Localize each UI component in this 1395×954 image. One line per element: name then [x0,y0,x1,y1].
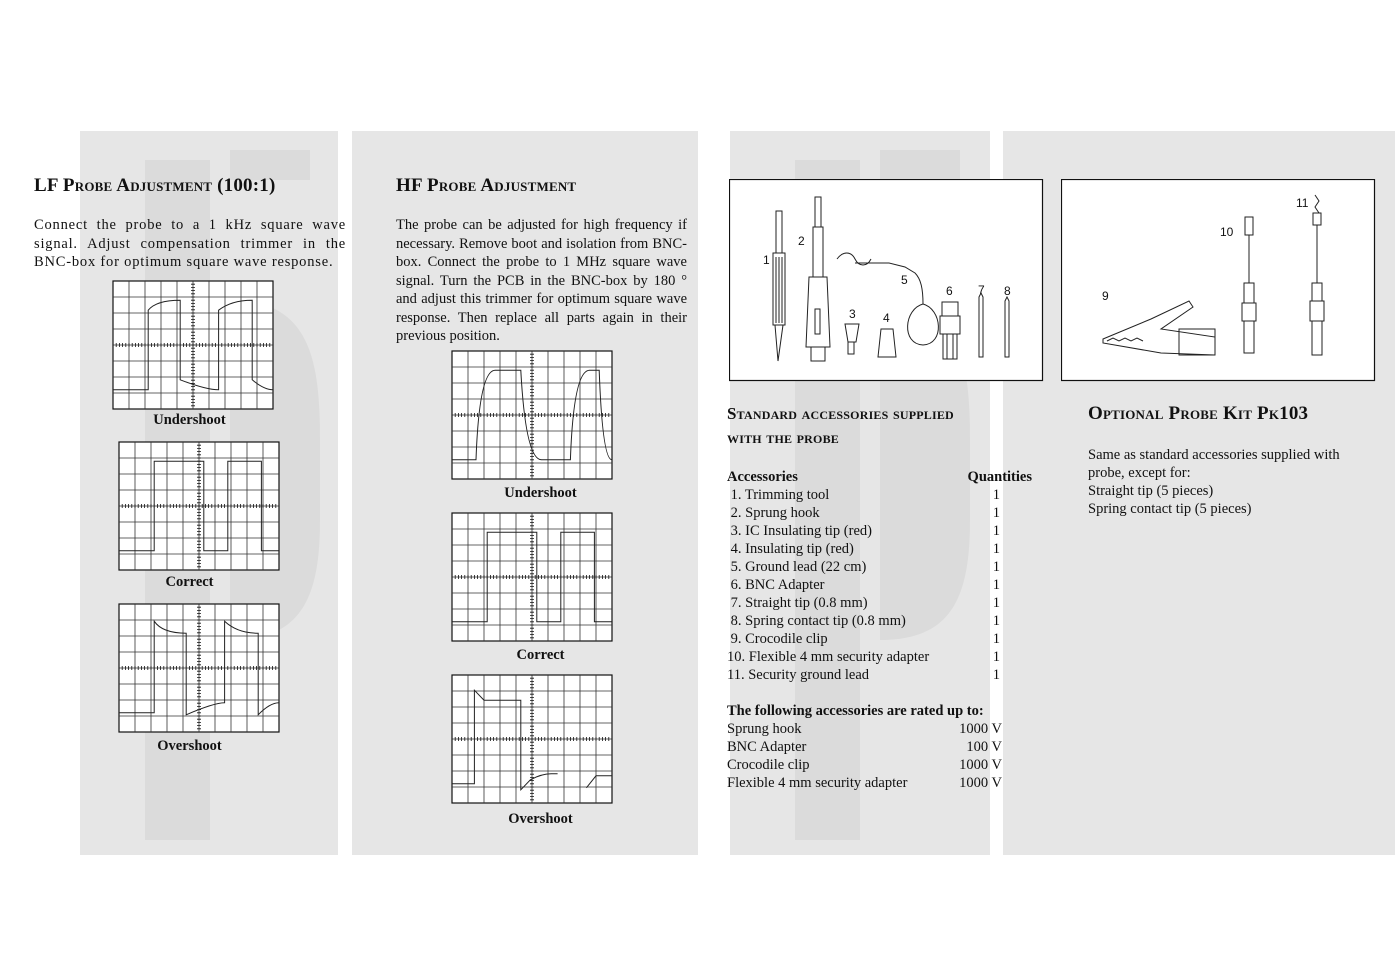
lf-scope-correct [118,441,281,571]
lf-caption-overshoot: Overshoot [157,738,222,754]
table-row [727,504,1032,522]
fig-label-6: 6 [946,284,953,298]
rated-item-value: 1000 V [959,721,1002,737]
rated-item-value: 1000 V [959,775,1002,791]
lf-caption-undershoot: Undershoot [153,412,226,428]
table-row [727,540,1032,558]
fig-label-9: 9 [1102,289,1109,303]
hf-scope-correct [451,512,614,642]
fig-label-10: 10 [1220,225,1234,239]
accessory-name: 5. Ground lead (22 cm) [727,559,867,575]
rated-row [727,756,1002,774]
accessory-name: 8. Spring contact tip (0.8 mm) [727,613,906,629]
lf-caption-correct: Correct [165,574,214,590]
table-row [727,648,1032,666]
rated-item-name: BNC Adapter [727,739,807,755]
table-row [727,522,1032,540]
rated-row [727,720,1002,738]
fig-label-11: 11 [1296,196,1309,210]
accessory-quantity: 1 [992,523,1000,539]
accessory-quantity: 1 [992,613,1000,629]
optional-accessories-figure [1061,179,1376,382]
accessory-quantity: 1 [992,541,1000,557]
fig-label-3: 3 [849,307,856,321]
fig-label-4: 4 [883,311,890,325]
accessory-quantity: 1 [992,577,1000,593]
fig-label-5: 5 [901,273,908,287]
lf-body: Connect the probe to a 1 kHz square wave signal. Adjust compensation trimmer in the BNC-box for optimum square wave response. [34,217,346,270]
rated-item-value: 1000 V [959,757,1002,773]
table-row [727,486,1032,504]
table-row [727,558,1032,576]
accessory-name: 7. Straight tip (0.8 mm) [727,595,868,611]
fig-label-1: 1 [763,253,770,267]
hf-caption-overshoot: Overshoot [508,811,573,827]
accessories-table [727,468,1032,684]
table-row [727,576,1032,594]
accessory-name: 6. BNC Adapter [727,577,825,593]
optional-body-line3: Spring contact tip (5 pieces) [1088,501,1252,517]
hf-scope-overshoot [451,674,614,804]
accessory-name: 11. Security ground lead [727,667,870,683]
accessory-quantity: 1 [992,505,1000,521]
rated-item-name: Crocodile clip [727,757,810,773]
standard-title-line1: Standard accessories supplied [727,404,954,423]
rated-row [727,738,1002,756]
rated-list [727,702,1002,792]
hf-title: HF Probe Adjustment [396,175,577,196]
table-row [727,612,1032,630]
optional-title: Optional Probe Kit Pk103 [1088,403,1309,424]
rated-item-value: 100 V [966,739,1002,755]
standard-title-line2: with the probe [727,428,839,447]
optional-body [1088,446,1358,518]
accessory-name: 3. IC Insulating tip (red) [727,523,872,539]
hf-scope-undershoot [451,350,614,480]
col-accessories: Accessories [727,469,798,485]
table-row [727,666,1032,684]
accessory-name: 2. Sprung hook [727,505,820,521]
rated-heading: The following accessories are rated up to: [727,703,984,719]
fig-label-2: 2 [798,234,805,248]
rated-item-name: Flexible 4 mm security adapter [727,775,908,791]
accessory-quantity: 1 [992,667,1000,683]
accessory-quantity: 1 [992,649,1000,665]
accessory-name: 9. Crocodile clip [727,631,828,647]
table-row [727,630,1032,648]
lf-scope-overshoot [118,603,281,733]
rated-item-name: Sprung hook [727,721,802,737]
col-quantities: Quantities [967,469,1032,485]
accessory-name: 10. Flexible 4 mm security adapter [727,649,930,665]
accessory-quantity: 1 [992,559,1000,575]
lf-scope-undershoot [112,280,275,410]
rated-row [727,774,1002,792]
fig-label-7: 7 [978,283,985,297]
hf-body: The probe can be adjusted for high frequency if necessary. Remove boot and isolation from BNC-box. Connect the probe to 1 MHz square wave signal. Turn the PCB in the BNC-box by 180 ° and adjust this trimmer for optimum square wave response. Then replace all parts again in their previous position. [396,217,687,344]
table-row [727,594,1032,612]
fig-label-8: 8 [1004,284,1011,298]
optional-body-line1: Same as standard accessories supplied with probe, except for: [1088,447,1340,481]
standard-accessories-figure [729,179,1044,382]
hf-caption-correct: Correct [516,647,565,663]
optional-body-line2: Straight tip (5 pieces) [1088,483,1214,499]
hf-caption-undershoot: Undershoot [504,485,577,501]
lf-title: LF Probe Adjustment (100:1) [34,175,276,196]
accessory-quantity: 1 [992,631,1000,647]
accessory-name: 1. Trimming tool [727,487,830,503]
accessory-quantity: 1 [992,487,1000,503]
accessory-name: 4. Insulating tip (red) [727,541,854,557]
accessory-quantity: 1 [992,595,1000,611]
